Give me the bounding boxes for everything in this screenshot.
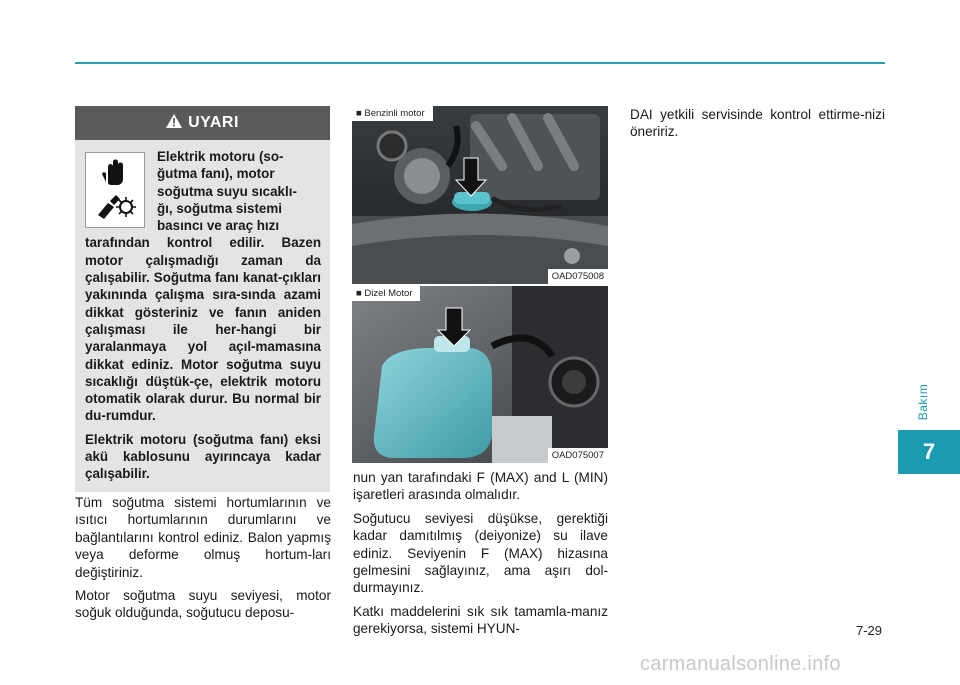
warning-header — [75, 106, 330, 140]
photo-code: OAD075008 — [548, 269, 608, 284]
paragraph: DAI yetkili servisinde kontrol ettirme-nizi öneririz. — [630, 107, 885, 140]
warning-text — [85, 148, 321, 489]
warning-paragraph-2: Elektrik motoru (soğutma fanı) eksi akü kablosunu ayırıncaya kadar çalışabilir. — [85, 431, 321, 482]
paragraph: Katkı maddelerini sık sık tamamla-manız gerekiyorsa, sistemi HYUN- — [353, 603, 608, 637]
page-number: 7-29 — [856, 623, 883, 638]
paragraph: Tüm soğutma sistemi hortumlarının ve ısıtıcı hortumlarının durumlarını ve bağlantılarını kontrol ediniz. Balon yapmış veya deforme olmuş hortum-ları değiştiriniz. — [75, 495, 331, 580]
photo-label: ■ Dizel Motor — [352, 286, 420, 301]
chapter-number-tab: 7 — [898, 430, 960, 474]
warning-title: UYARI — [188, 114, 239, 131]
left-column — [75, 494, 331, 628]
warning-box — [75, 106, 330, 492]
right-column — [630, 106, 885, 147]
engine-photo-illustration — [352, 286, 608, 463]
paragraph: nun yan tarafındaki F (MAX) and L (MIN) işaretleri arasında olmalıdır. — [353, 470, 608, 503]
warning-line: basıncı ve araç hızı — [157, 218, 280, 234]
paragraph: Soğutucu seviyesi düşükse, gerektiği kadar damıtılmış (deiyonize) su ilave ediniz. Seviyenin F (MAX) hizasına gelmesini sağlayınız, ama aşırı dol-durmayınız. — [353, 510, 608, 596]
warning-line: ğutma fanı), motor — [157, 166, 275, 182]
watermark: carmanualsonline.info — [640, 653, 841, 675]
warning-line: ğı, soğutma sistemi — [157, 200, 283, 216]
warning-line: soğutma suyu sıcaklı- — [157, 183, 297, 199]
photo-diesel-engine — [352, 286, 608, 463]
paragraph: Motor soğutma suyu seviyesi, motor soğuk olduğunda, soğutucu deposu- — [75, 588, 331, 621]
warning-line: Elektrik motoru (so- — [157, 149, 284, 164]
photo-code: OAD075007 — [548, 448, 608, 463]
middle-column — [353, 469, 608, 644]
warning-paragraph-rest: tarafından kontrol edilir. Bazen motor çalışmadığı zaman da çalışabilir. Soğutma fanı kanat-çıkları yakınında çalışma sıra-sında azami dikkat gösteriniz ve fanın aniden çalışması ile her-hangi bir yaralanmaya yol açıl-mamasına dikkat ediniz. Motor soğutma suyu sıcaklığı düştük-çe, elektrik motoru otomatik olarak durur. Bu normal bir du-rumdur. — [85, 235, 321, 424]
photo-gasoline-engine — [352, 106, 608, 284]
warning-triangle-icon — [166, 114, 182, 133]
engine-photo-illustration — [352, 106, 608, 284]
photo-label: ■ Benzinli motor — [352, 106, 433, 121]
chapter-side-label: Bakım — [916, 383, 930, 421]
header-rule — [75, 62, 885, 64]
